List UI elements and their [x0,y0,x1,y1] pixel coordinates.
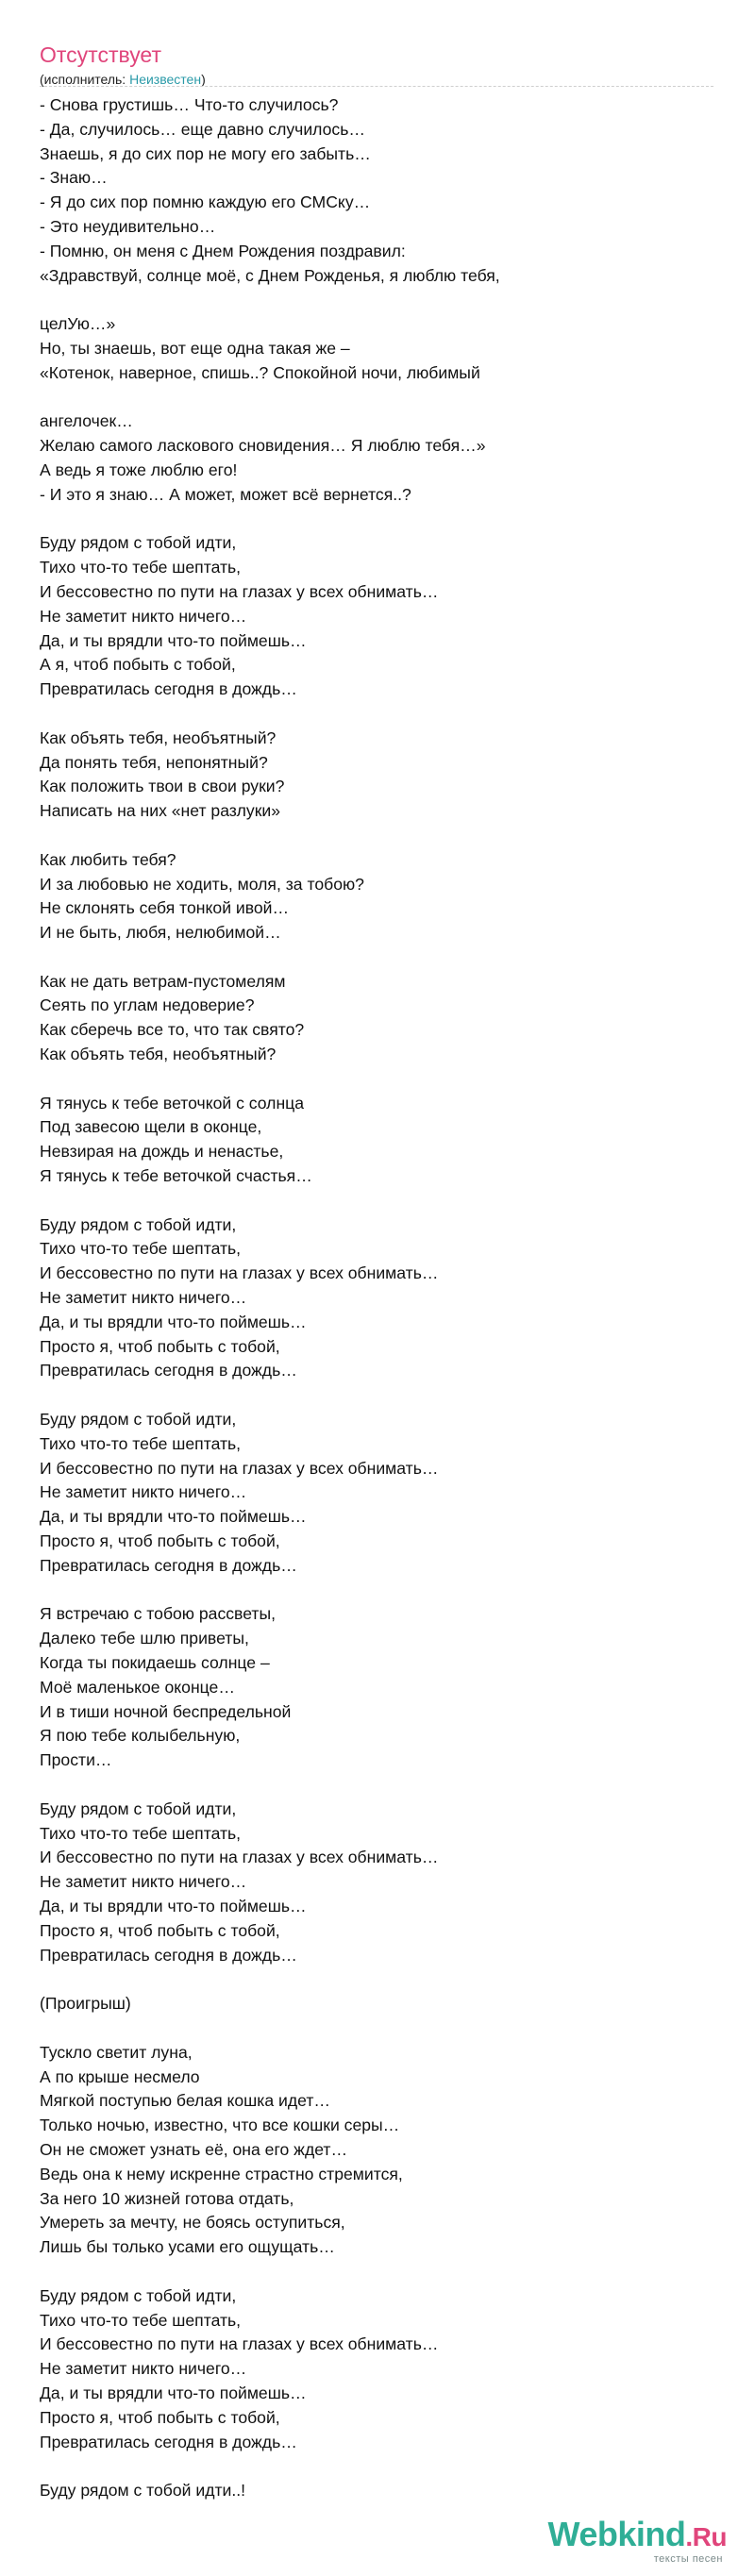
artist-suffix: ) [201,72,206,87]
site-logo[interactable] [548,2517,727,2565]
logo-main-text: Webkind [547,2515,686,2553]
logo-subtitle: тексты песен [653,2553,723,2565]
logo-tld-text: .Ru [685,2522,727,2551]
lyrics-text: - Снова грустишь… Что-то случилось? - Да, случилось… еще давно случилось… Знаешь, я до сих пор не могу его забыть… - Знаю… - Я до сих пор помню каждую его СМСку… - Это неудивительно… - Помню, он меня с Днем Рождения поздравил: «Здравствуй, солнце моё, с Днем Рожденья, я люблю тебя, целУю…» Но, ты знаешь, вот еще одна такая же – «Котенок, наверное, спишь..? Спокойной ночи, любимый ангелочек… Желаю самого ласкового сновидения… Я люблю тебя…» А ведь я тоже люблю его! - И это я знаю… А может, может всё вернется..? Буду рядом с тобой идти, Тихо что-то тебе шептать, И бессовестно по пути на глазах у всех обнимать… Не заметит никто ничего… Да, и ты врядли что-то поймешь… А я, чтоб побыть с тобой, Превратилась сегодня в дождь… Как объять тебя, необъятный? Да понять тебя, непонятный? Как положить твои в свои руки? Написать на них «нет разлуки» Как любить тебя? И за любовью не ходить, моля, за тобою? Не склонять себя тонкой ивой… И не быть, любя, нелюбимой… Как не дать ветрам-пустомелям Сеять по углам недоверие? Как сберечь все то, что так свято? Как объять тебя, необъятный? Я тянусь к тебе веточкой с солнца Под завесою щели в оконце, Невзирая на дождь и ненастье, Я тянусь к тебе веточкой счастья… Буду рядом с тобой идти, Тихо что-то тебе шептать, И бессовестно по пути на глазах у всех обнимать… Не заметит никто ничего… Да, и ты врядли что-то поймешь… Просто я, чтоб побыть с тобой, Превратилась сегодня в дождь… Буду рядом с тобой идти, Тихо что-то тебе шептать, И бессовестно по пути на глазах у всех обнимать… Не заметит никто ничего… Да, и ты врядли что-то поймешь… Просто я, чтоб побыть с тобой, Превратилась сегодня в дождь… Я встречаю с тобою рассветы, Далеко тебе шлю приветы, Когда ты покидаешь солнце – Моё маленькое оконце… И в тиши ночной беспредельной Я пою тебе колыбельную, Прости… Буду рядом с тобой идти, Тихо что-то тебе шептать, И бессовестно по пути на глазах у всех обнимать… Не заметит никто ничего… Да, и ты врядли что-то поймешь… Просто я, чтоб побыть с тобой, Превратилась сегодня в дождь… (Проигрыш) Тускло светит луна, А по крыше несмело Мягкой поступью белая кошка идет… Только ночью, известно, что все кошки серы… Он не сможет узнать её, она его ждет… Ведь она к нему искренне страстно стремится, За него 10 жизней готова отдать, Умереть за мечту, не боясь оступиться, Лишь бы только усами его ощущать… Буду рядом с тобой идти, Тихо что-то тебе шептать, И бессовестно по пути на глазах у всех обнимать… Не заметит никто ничего… Да, и ты врядли что-то поймешь… Просто я, чтоб побыть с тобой, Превратилась сегодня в дождь… Буду рядом с тобой идти..! [40,95,500,2501]
artist-prefix: (исполнитель: [40,72,130,87]
artist-link[interactable]: Неизвестен [129,72,202,87]
logo-wordmark [548,2517,727,2555]
song-title: Отсутствует [40,42,161,67]
header-divider [40,86,713,87]
song-header [40,42,713,88]
